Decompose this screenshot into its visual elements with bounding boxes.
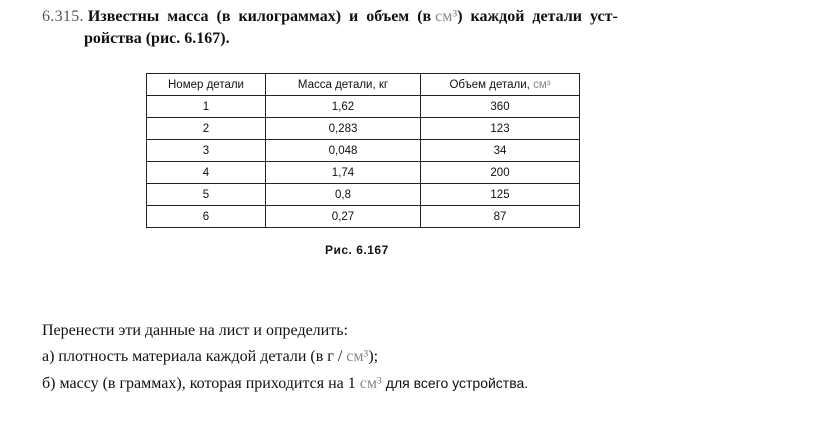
task-b-text: б) массу (в граммах), которая приходится на 1	[42, 375, 356, 392]
table-row	[147, 96, 580, 118]
header-volume-unit: см³	[533, 78, 551, 91]
task-a-text: а) плотность материала каждой детали (в г /	[42, 348, 343, 365]
task-a-unit: см³	[346, 348, 369, 365]
header-part-number: Номер детали	[147, 74, 266, 96]
cell-part: 5	[147, 184, 266, 206]
cell-part: 6	[147, 206, 266, 228]
problem-line-1	[42, 6, 782, 28]
task-a-end: );	[368, 348, 379, 365]
unit-cm3: см³	[435, 8, 458, 25]
task-b-end: для всего устройства.	[385, 375, 529, 391]
table-row	[147, 162, 580, 184]
header-mass: Масса детали, кг	[266, 74, 421, 96]
header-volume	[421, 74, 580, 96]
table-row	[147, 206, 580, 228]
parts-table	[146, 73, 580, 228]
table-header-row	[147, 74, 580, 96]
cell-part: 1	[147, 96, 266, 118]
figure-caption: Рис. 6.167	[325, 243, 389, 257]
cell-volume: 34	[421, 140, 580, 162]
cell-mass: 1,62	[266, 96, 421, 118]
header-volume-label: Объем детали,	[449, 78, 530, 91]
problem-text-part-b: ) каждой детали уст-	[457, 8, 618, 25]
task-a	[42, 344, 528, 370]
cell-mass: 0,27	[266, 206, 421, 228]
cell-part: 3	[147, 140, 266, 162]
cell-mass: 0,8	[266, 184, 421, 206]
cell-volume: 200	[421, 162, 580, 184]
problem-number: 6.315.	[42, 8, 84, 25]
table-row	[147, 118, 580, 140]
cell-volume: 87	[421, 206, 580, 228]
cell-part: 2	[147, 118, 266, 140]
table-row	[147, 184, 580, 206]
tasks-block	[42, 318, 528, 397]
cell-part: 4	[147, 162, 266, 184]
task-b	[42, 370, 528, 397]
problem-line-2: ройства (рис. 6.167).	[84, 30, 230, 47]
table-row	[147, 140, 580, 162]
cell-volume: 123	[421, 118, 580, 140]
task-b-unit: см³	[359, 375, 382, 392]
cell-mass: 0,283	[266, 118, 421, 140]
tasks-intro: Перенести эти данные на лист и определить:	[42, 322, 348, 339]
cell-volume: 125	[421, 184, 580, 206]
cell-volume: 360	[421, 96, 580, 118]
problem-text-part-a: Известны масса (в килограммах) и объем (в	[87, 8, 432, 25]
problem-header	[42, 6, 782, 50]
cell-mass: 1,74	[266, 162, 421, 184]
cell-mass: 0,048	[266, 140, 421, 162]
